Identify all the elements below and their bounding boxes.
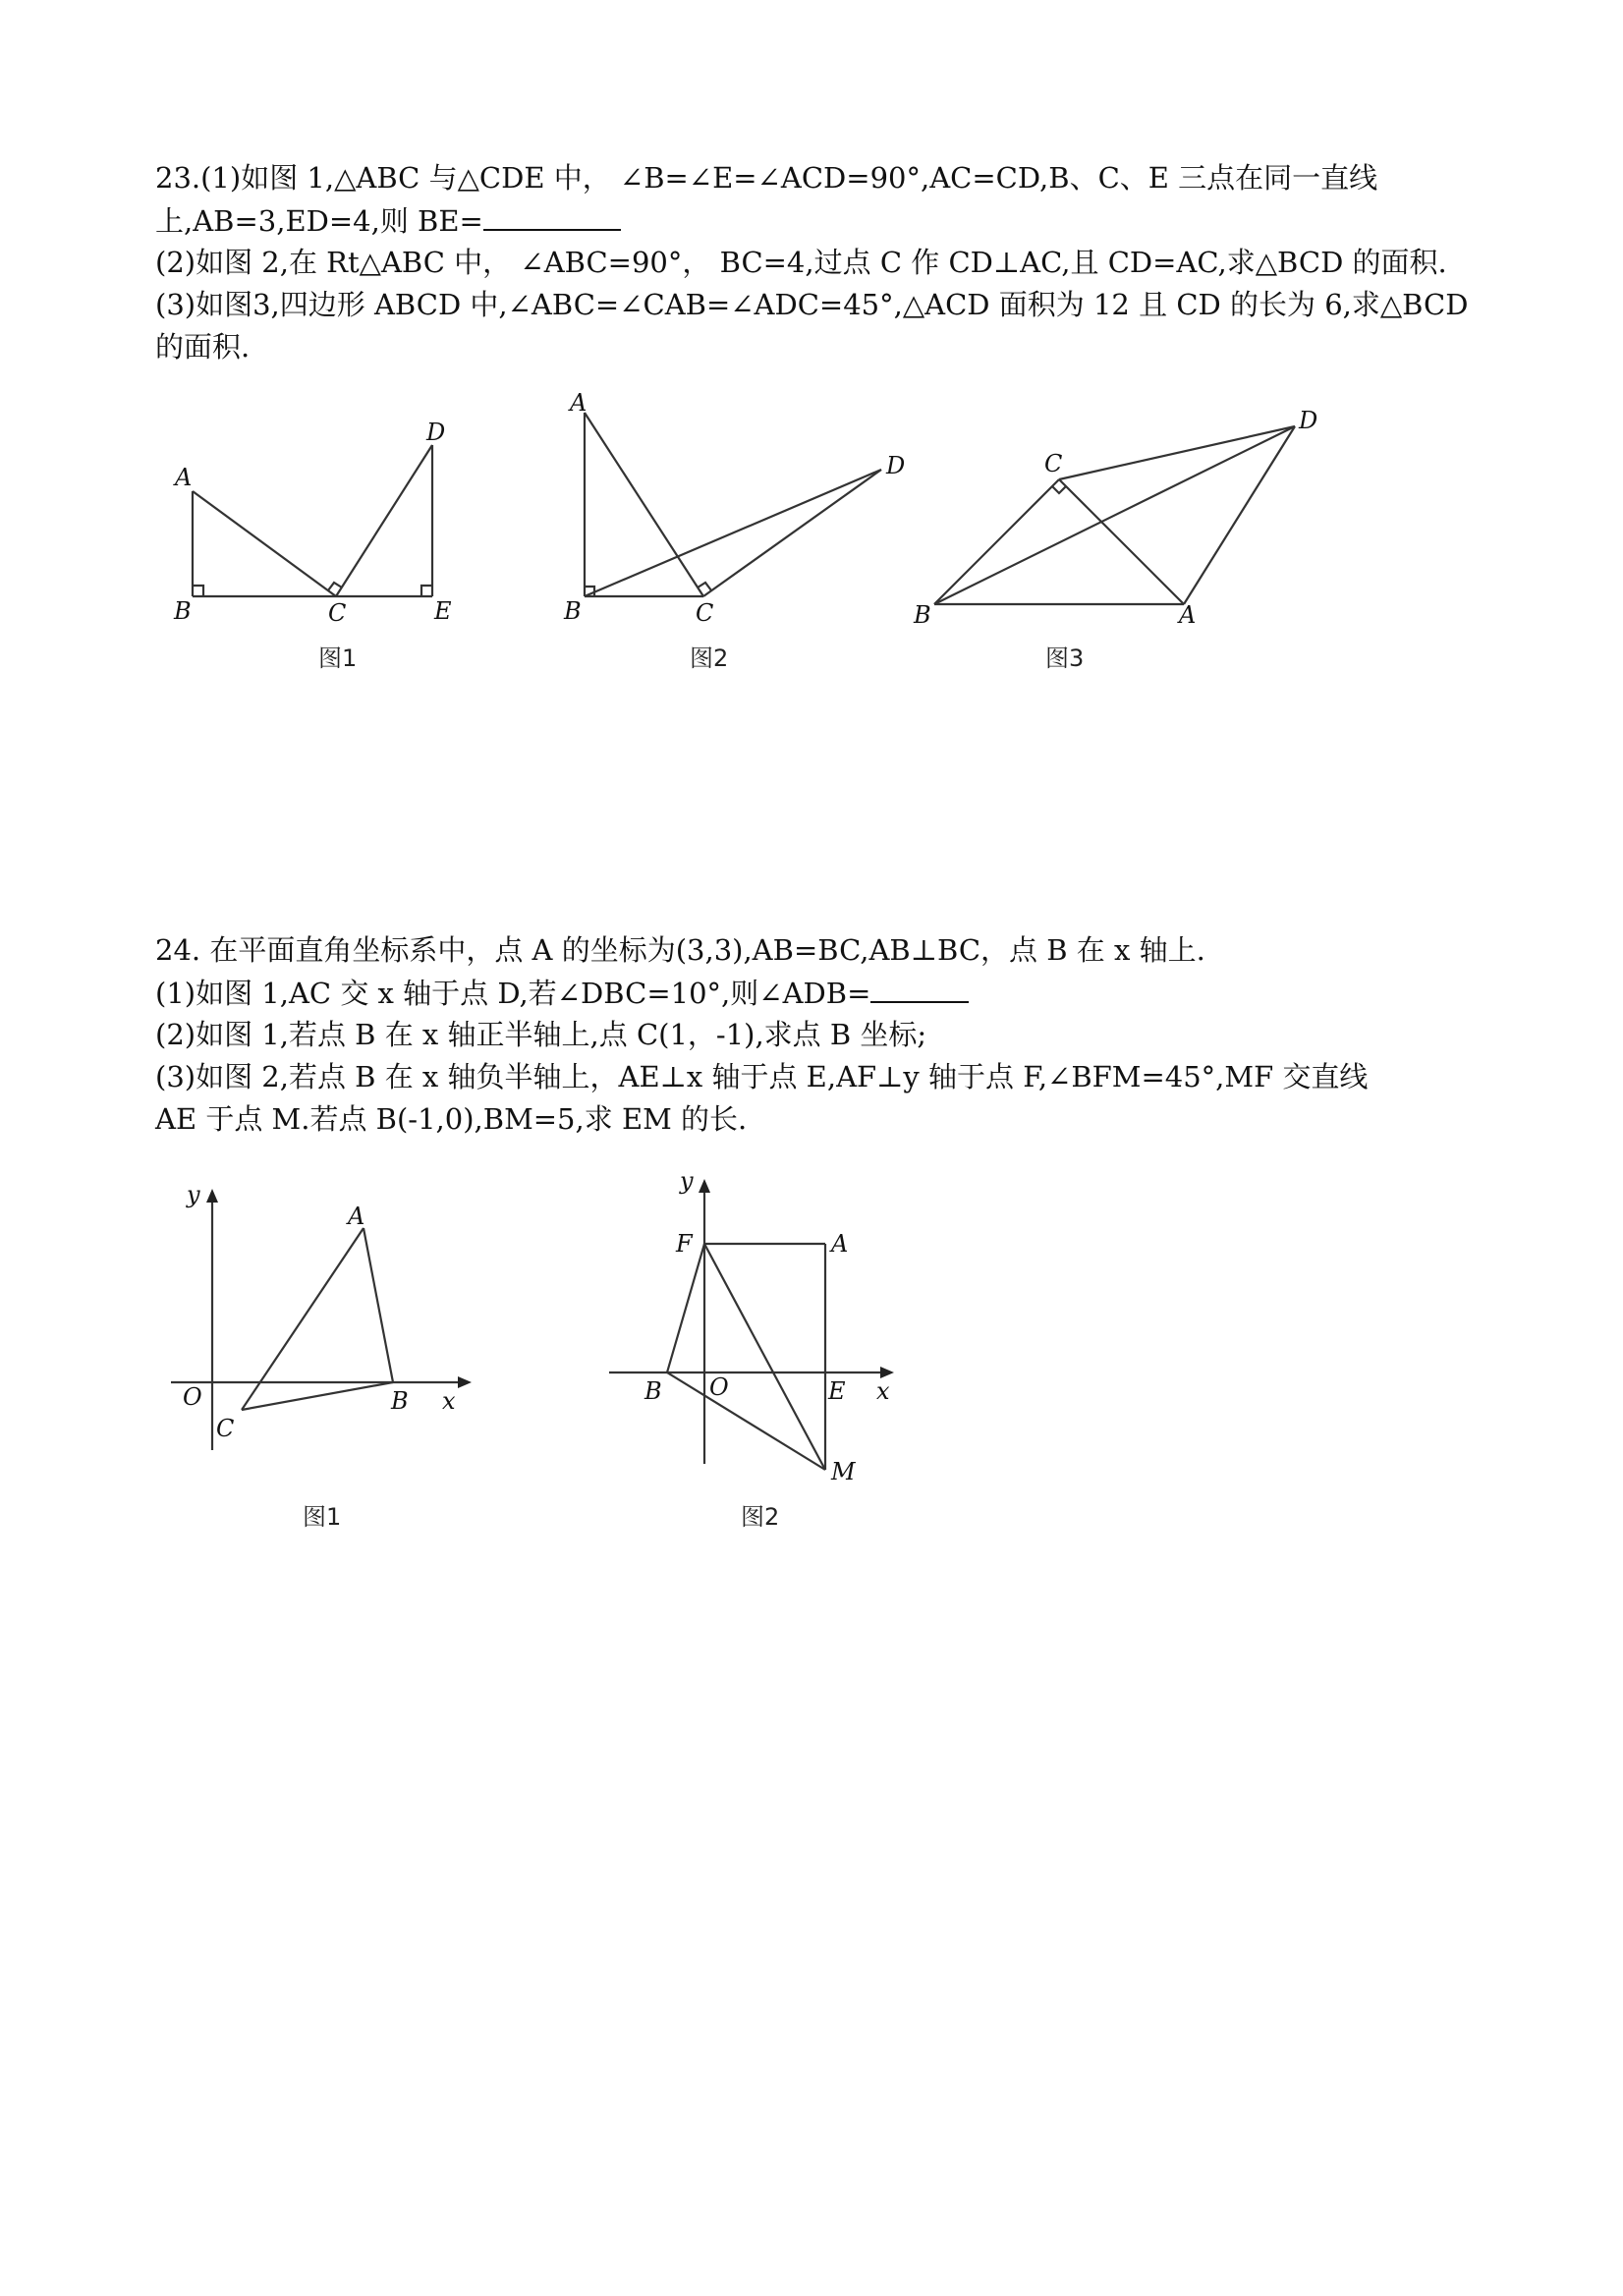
q24fig1-caption: 图1 (303, 1503, 342, 1531)
q24fig2-label-f: F (676, 1230, 693, 1258)
q24-figure-1 (171, 1181, 472, 1531)
q24-line-5: AE 于点 M.若点 B(-1,0),BM=5,求 EM 的长. (155, 1102, 748, 1136)
q24-line-1: 24. 在平面直角坐标系中，点 A 的坐标为(3,3),AB=BC,AB⊥BC，点 B 在 x 轴上. (155, 933, 1205, 967)
fig3-label-c: C (1044, 450, 1063, 477)
q23-line-4: (3)如图3,四边形 ABCD 中,∠ABC=∠CAB=∠ADC=45°,△ACD 面积为 12 且 CD 的长为 6,求△BCD (155, 288, 1469, 321)
fig2-label-b: B (564, 597, 582, 625)
q24fig2-segment-fm (704, 1244, 825, 1470)
fig2-label-a: A (570, 389, 588, 417)
fig1-label-c: C (328, 599, 347, 627)
fig1-label-d: D (426, 419, 446, 446)
fig2-label-d: D (886, 452, 906, 479)
fig3-label-b: B (914, 601, 931, 629)
fig2-label-c: C (696, 599, 714, 627)
q24fig1-x-arrow-icon (458, 1376, 472, 1388)
q24fig2-label-b: B (644, 1377, 662, 1405)
q24-line-4: (3)如图 2,若点 B 在 x 轴负半轴上，AE⊥x 轴于点 E,AF⊥y 轴于点 F,∠BFM=45°,MF 交直线 (155, 1060, 1369, 1093)
q24fig1-y-arrow-icon (206, 1189, 218, 1203)
q24fig1-segment-cb (242, 1382, 393, 1410)
fig1-label-e: E (434, 597, 452, 625)
fig3-label-d: D (1299, 407, 1318, 434)
q24fig1-label-x: x (442, 1387, 456, 1415)
fig2-caption: 图2 (690, 644, 729, 672)
q24fig2-label-y: y (680, 1167, 694, 1195)
q24fig1-label-o: O (183, 1383, 202, 1411)
q24fig1-label-y: y (187, 1181, 200, 1208)
q24fig2-label-m: M (831, 1458, 856, 1485)
q24fig2-segment-bm (667, 1372, 825, 1470)
q23-line-2-text: 上,AB=3,ED=4,则 BE= (155, 204, 483, 238)
fig1-label-a: A (175, 464, 193, 491)
q24fig2-label-a: A (831, 1230, 849, 1258)
q24fig2-label-x: x (876, 1377, 890, 1405)
q23-line-3: (2)如图 2,在 Rt△ABC 中， ∠ABC=90°， BC=4,过点 C 作 CD⊥AC,且 CD=AC,求△BCD 的面积. (155, 246, 1447, 279)
q23-line-5: 的面积. (155, 330, 251, 364)
q24fig2-caption: 图2 (741, 1503, 780, 1531)
q24fig1-label-c: C (216, 1415, 235, 1442)
q24fig2-label-e: E (828, 1377, 846, 1405)
q24-line-3: (2)如图 1,若点 B 在 x 轴正半轴上,点 C(1，-1),求点 B 坐标; (155, 1018, 927, 1051)
q24fig2-y-arrow-icon (699, 1179, 710, 1193)
q24fig1-label-b: B (391, 1387, 409, 1415)
fig3-label-a: A (1179, 601, 1197, 629)
q24fig2-label-o: O (709, 1373, 729, 1401)
q24fig2-segment-bf (667, 1244, 704, 1372)
q24fig1-segment-ab (364, 1228, 393, 1382)
q24-line-2-text: (1)如图 1,AC 交 x 轴于点 D,若∠DBC=10°,则∠ADB= (155, 977, 871, 1010)
fig1-label-b: B (174, 597, 192, 625)
fig3-caption: 图3 (1045, 644, 1085, 672)
fig1-caption: 图1 (318, 644, 358, 672)
q23-line-1: 23.(1)如图 1,△ABC 与△CDE 中， ∠B=∠E=∠ACD=90°,AC=CD,B、C、E 三点在同一直线 (155, 161, 1378, 195)
q24fig1-label-a: A (348, 1203, 365, 1230)
q24-figure-2 (609, 1167, 894, 1531)
